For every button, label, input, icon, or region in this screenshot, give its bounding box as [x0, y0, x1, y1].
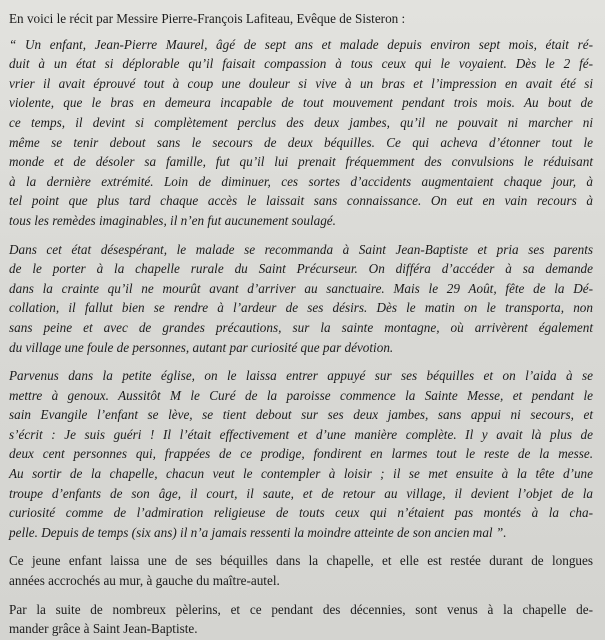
paragraph-line: Par la suite de nombreux pèlerins, et ce pendant des décennies, sont venus à la chapelle de-: [9, 601, 593, 617]
paragraph-1: [9, 35, 593, 231]
paragraph-line: curiosité comme de l’admiration religieuse de touts ceux qui n’étaient pas montés à la cha-: [9, 505, 593, 521]
paragraph-line: mettre à genoux. Aussitôt M le Curé de la paroisse commence la Sainte Messe, et pendant le: [9, 387, 593, 403]
paragraph-line: s’écrit : Je suis guéri ! Il l’était effectivement et d’une manière complète. Il y avait là plus de: [9, 426, 593, 442]
paragraph-line: sain Evangile l’enfant se lève, se tient debout sur ses deux jambes, sans appui ni secours, et: [9, 407, 593, 423]
paragraph-3: [9, 366, 593, 542]
paragraph-line: duit à un état si déplorable qu’il faisait compassion à tous ceux qui le voyaient. Dès le 2 fé-: [9, 56, 593, 72]
paragraph-line: Dans cet état désespérant, le malade se recommanda à Saint Jean-Baptiste et pria ses parents: [9, 241, 593, 257]
paragraph-line: à la dernière extrémité. Loin de diminuer, ces sortes d’accidents augmentaient chaque jour, à: [9, 173, 593, 189]
paragraph-line: années accrochés au mur, à gauche du maître-autel.: [9, 573, 280, 589]
paragraph-line: troupe d’enfants de son âge, il court, il saute, et de retour au village, il devient l’objet de la: [9, 485, 593, 501]
paragraph-line: mander grâce à Saint Jean-Baptiste.: [9, 621, 198, 637]
intro-line: En voici le récit par Messire Pierre-François Lafiteau, Evêque de Sisteron :: [9, 11, 406, 26]
paragraph-line: deux cent personnes qui, frappées de ce prodige, fondirent en larmes tout le reste de la messe.: [9, 446, 593, 462]
paragraph-line: “ Un enfant, Jean-Pierre Maurel, âgé de sept ans et malade depuis environ sept mois, était ré-: [9, 36, 593, 52]
paragraph-line: même se tenir debout sans le secours de deux béquilles. Ce qui acheva d’étonner tout le: [9, 134, 593, 150]
paragraph-2: [9, 240, 593, 358]
paragraph-line: violente, que le bras en demeura incapable de tout mouvement pendant trois mois. Au bout de: [9, 95, 593, 111]
paragraph-line: ce temps, il devint si complètement perclus des deux jambes, qu’il ne pouvait ni marcher ni: [9, 114, 593, 130]
paragraph-line: tel point que plus tard chaque accès le laissait sans connaissance. On eut en vain recours à: [9, 193, 593, 209]
body-text: [9, 35, 593, 639]
paragraph-line: monde et de désoler sa famille, fut qu’il lui prenait fréquemment des convulsions le réduisant: [9, 154, 593, 170]
paragraph-line: dans la crainte qu’il ne mourût avant d’arriver au sanctuaire. Mais le 29 Août, fête de la Dé-: [9, 280, 593, 296]
paragraph-5: [9, 600, 593, 639]
paragraph-line: Au sortir de la chapelle, chacun veut le contempler à loisir ; il se met ensuite à la tête d’une: [9, 466, 593, 482]
paragraph-line: tous les remèdes imaginables, il n’en fut aucunement soulagé.: [9, 212, 336, 228]
paragraph-4: [9, 551, 593, 590]
paragraph-line: Parvenus dans la petite église, on le laissa entrer appuyé sur ses béquilles et on l’aida à se: [9, 368, 593, 384]
paragraph-line: de le porter à la chapelle rurale du Saint Précurseur. On différa d’accéder à sa demande: [9, 261, 593, 277]
paragraph-line: vrier il avait éprouvé tout à coup une douleur si vive à un bras et l’impression en avait été si: [9, 75, 593, 91]
paragraph-line: pelle. Depuis de temps (six ans) il n’a jamais ressenti la moindre atteinte de son ancien mal ”.: [9, 524, 507, 540]
paragraph-line: du village une foule de personnes, autant par curiosité que par dévotion.: [9, 339, 394, 355]
paragraph-line: sans peine et avec de grandes précautions, sur la sainte montagne, où arrivèrent également: [9, 319, 593, 335]
paragraph-line: collation, il fallut bien se rendre à l’ardeur de ses désirs. Dès le matin on le transporta, non: [9, 300, 593, 316]
paragraph-line: Ce jeune enfant laissa une de ses béquilles dans la chapelle, et elle est restée durant de longues: [9, 553, 593, 569]
